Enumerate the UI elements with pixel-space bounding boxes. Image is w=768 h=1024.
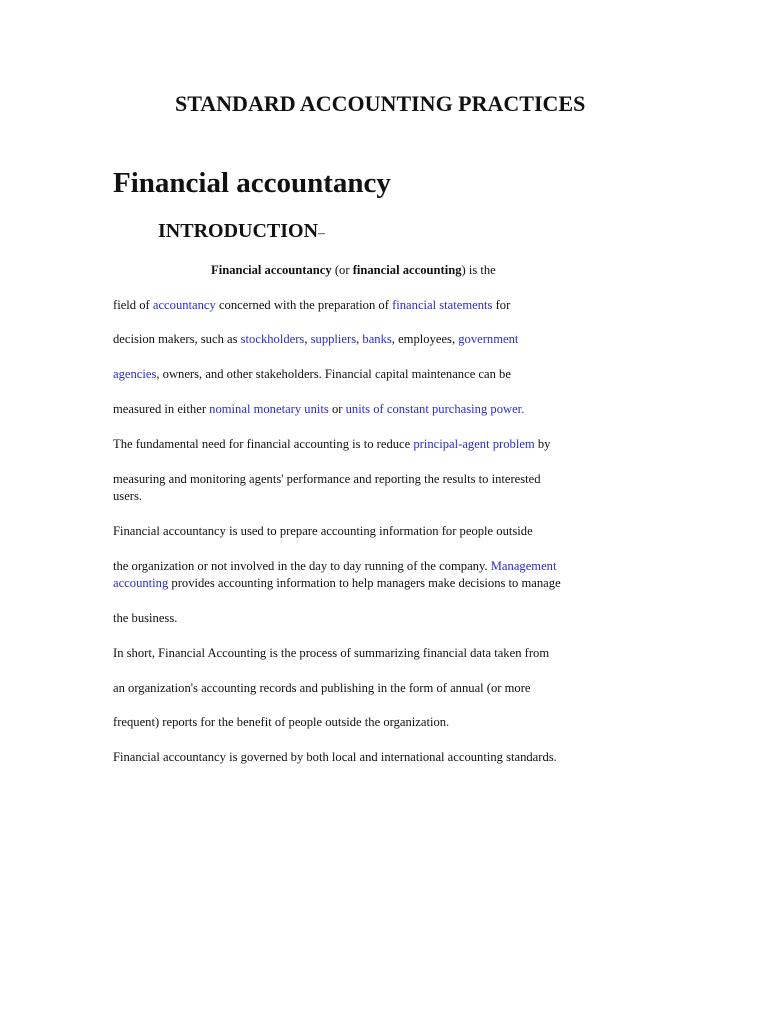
text-run: users. <box>113 489 143 503</box>
text-run: an organization's accounting records and publishing in the form of annual (or more <box>113 681 531 695</box>
link-stockholders[interactable]: stockholders <box>240 332 305 346</box>
text-run: Financial accountancy is governed by both local and international accounting standards. <box>113 750 557 764</box>
link-units-constant-purchasing-power[interactable]: units of constant purchasing power <box>345 402 522 416</box>
text-run: concerned with the preparation of <box>215 298 393 312</box>
link-principal-agent-problem[interactable]: principal-agent problem <box>413 437 535 451</box>
text-run: or <box>328 402 346 416</box>
text-run: ) is the <box>461 263 496 277</box>
subsection-heading-dash: – <box>318 226 326 241</box>
link-accounting[interactable]: accounting <box>113 576 169 590</box>
subsection-heading <box>158 220 325 243</box>
link-government[interactable]: government <box>458 332 519 346</box>
text-run: measuring and monitoring agents' performance and reporting the results to interested <box>113 472 541 486</box>
link-nominal-monetary-units[interactable]: nominal monetary units <box>209 402 329 416</box>
paragraph-line <box>113 366 658 383</box>
text-run: frequent) reports for the benefit of people outside the organization. <box>113 715 450 729</box>
text-run: the business. <box>113 611 178 625</box>
paragraph-line <box>113 436 658 453</box>
paragraph-line <box>113 331 658 348</box>
paragraph-line <box>113 575 658 592</box>
paragraph-line <box>113 610 658 627</box>
link-accountancy[interactable]: accountancy <box>152 298 216 312</box>
text-run: (or <box>331 263 353 277</box>
subsection-heading-text: INTRODUCTION <box>158 220 319 242</box>
paragraph-line <box>113 749 658 766</box>
text-run: decision makers, such as <box>113 332 241 346</box>
paragraph-line <box>211 262 756 279</box>
text-run: , <box>304 332 311 346</box>
link-financial-statements[interactable]: financial statements <box>392 298 493 312</box>
text-run: measured in either <box>113 402 210 416</box>
text-run: field of <box>113 298 153 312</box>
text-run: , employees, <box>391 332 459 346</box>
text-run: for <box>492 298 511 312</box>
text-run: the organization or not involved in the day to day running of the company. <box>113 559 491 573</box>
link-management[interactable]: Management <box>490 559 557 573</box>
paragraph-line <box>113 714 658 731</box>
link-period: . <box>521 402 525 416</box>
paragraph-line <box>113 645 658 662</box>
text-run: , owners, and other stakeholders. Financial capital maintenance can be <box>156 367 511 381</box>
link-suppliers[interactable]: suppliers <box>310 332 357 346</box>
bold-term: financial accounting <box>352 263 462 277</box>
section-heading: Financial accountancy <box>113 167 391 199</box>
text-run: Financial accountancy is used to prepare accounting information for people outside <box>113 524 533 538</box>
paragraph-line <box>113 680 658 697</box>
text-run: In short, Financial Accounting is the process of summarizing financial data taken from <box>113 646 550 660</box>
paragraph-line <box>113 558 658 575</box>
paragraph-line <box>113 488 658 505</box>
text-run: , <box>356 332 363 346</box>
text-run: by <box>534 437 551 451</box>
text-run: The fundamental need for financial accounting is to reduce <box>113 437 414 451</box>
link-banks[interactable]: banks <box>362 332 392 346</box>
text-run: provides accounting information to help managers make decisions to manage <box>168 576 561 590</box>
bold-term: Financial accountancy <box>211 263 332 277</box>
paragraph-line <box>113 297 658 314</box>
paragraph-line <box>113 523 658 540</box>
link-agencies[interactable]: agencies <box>113 367 157 381</box>
document-title: STANDARD ACCOUNTING PRACTICES <box>175 91 586 116</box>
paragraph-line <box>113 401 658 418</box>
paragraph-line <box>113 471 658 488</box>
